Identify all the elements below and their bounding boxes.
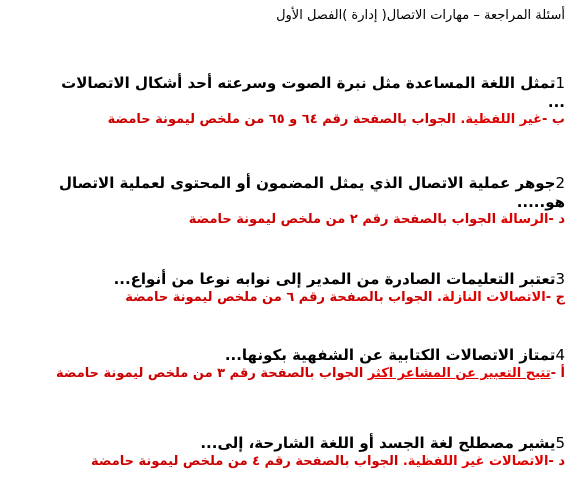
- question-dots: هو.....: [516, 193, 565, 211]
- question-body: تمتاز الاتصالات الكتابية عن الشفهية بكونها...: [224, 346, 556, 364]
- answer-line: [10, 365, 565, 383]
- answer-choice: ب -: [542, 112, 565, 127]
- question-text: [10, 346, 565, 365]
- question-body: تمثل اللغة المساعدة مثل نبرة الصوت وسرعته أحد أشكال الاتصالات: [61, 74, 556, 92]
- question-item-3: [10, 270, 565, 307]
- answer-reference: الجواب بالصفحة رقم ٣ من ملخص ليمونة حامضة: [56, 366, 368, 381]
- question-dots: ...: [547, 93, 565, 111]
- answer-text: تتيح التعبير عن المشاعر اكثر: [367, 366, 551, 381]
- question-item-5: [10, 434, 565, 471]
- answer-reference: الجواب بالصفحة رقم ٢ من ملخص ليمونة حامضة: [188, 212, 501, 227]
- question-text: [10, 74, 565, 93]
- question-body: يشير مصطلح لغة الجسد أو اللغة الشارحة، إلى...: [200, 434, 556, 452]
- question-number: 1: [555, 74, 565, 92]
- answer-line: [10, 289, 565, 307]
- question-text: [10, 174, 565, 193]
- answer-choice: ج -: [545, 290, 565, 305]
- question-number: 2: [555, 174, 565, 192]
- answer-reference: الجواب بالصفحة رقم ٦ من ملخص ليمونة حامضة: [125, 290, 437, 305]
- question-item-4: [10, 346, 565, 383]
- answer-reference: الجواب بالصفحة رقم ٦٤ و ٦٥ من ملخص ليمونة حامضة: [107, 112, 461, 127]
- answer-line: [10, 453, 565, 471]
- answer-line: [10, 211, 565, 229]
- question-number: 5: [555, 434, 565, 452]
- answer-text: الرسالة: [500, 212, 549, 227]
- question-number: 4: [555, 346, 565, 364]
- question-text: [10, 434, 565, 453]
- question-item-2: [10, 174, 565, 229]
- answer-text: الاتصالات غير اللفظية.: [402, 454, 549, 469]
- question-body: جوهر عملية الاتصال الذي يمثل المضمون أو المحتوى لعملية الاتصال: [58, 174, 556, 192]
- document-title: أسئلة المراجعة – مهارات الاتصال( إدارة )الفصل الأول: [276, 8, 565, 23]
- answer-choice: د -: [548, 454, 565, 469]
- question-body: تعتبر التعليمات الصادرة من المدير إلى نوابه نوعا من أنواع...: [113, 270, 556, 288]
- answer-line: [10, 111, 565, 129]
- question-item-1: [10, 74, 565, 129]
- answer-text: الاتصالات النازلة.: [437, 290, 546, 305]
- answer-choice: د -: [548, 212, 565, 227]
- question-number: 3: [555, 270, 565, 288]
- question-text: [10, 270, 565, 289]
- answer-text: غير اللفظية.: [460, 112, 542, 127]
- answer-choice: أ -: [550, 366, 565, 381]
- answer-reference: الجواب بالصفحة رقم ٤ من ملخص ليمونة حامضة: [91, 454, 403, 469]
